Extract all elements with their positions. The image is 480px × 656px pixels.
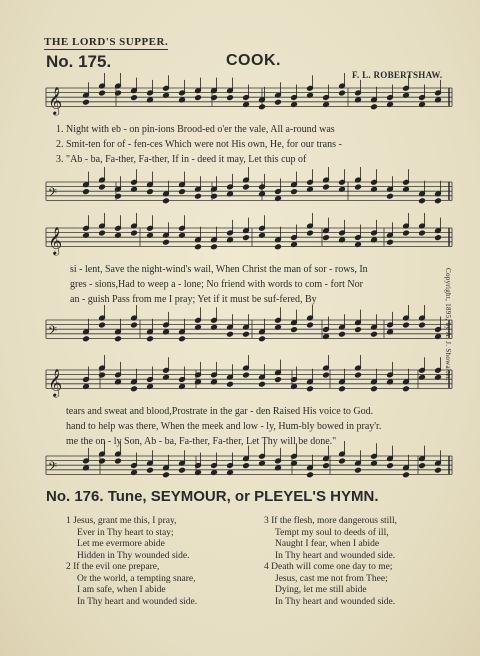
notehead: [403, 230, 410, 236]
verse-line: Or the world, a tempting snare,: [77, 573, 196, 584]
treble-clef-icon: 𝄞: [48, 226, 63, 255]
notehead: [435, 467, 442, 473]
hymn-number: No. 175.: [46, 52, 112, 71]
notehead: [131, 386, 138, 392]
hymn2-title: No. 176. Tune, SEYMOUR, or PLEYEL'S HYMN.: [46, 488, 379, 505]
lyric-line: 3. "Ab - ba, Fa-ther, Fa-ther, If in - deed it may, Let this cup of: [56, 154, 307, 165]
notehead: [227, 331, 234, 337]
notehead: [115, 458, 122, 464]
notehead: [243, 235, 250, 241]
treble-clef-icon: 𝄞: [48, 86, 63, 115]
notehead: [387, 239, 394, 245]
verse-line: In Thy heart and wounded side.: [275, 596, 396, 607]
notehead: [195, 193, 202, 199]
lyric-line: si - lent, Save the night-wind's wail, When Christ the man of sor - rows, In: [70, 264, 368, 275]
notehead: [307, 322, 314, 328]
notehead: [355, 327, 362, 333]
notehead: [371, 104, 378, 110]
notehead: [419, 198, 426, 204]
notehead: [211, 95, 218, 101]
notehead: [99, 458, 106, 464]
lyric-line: gres - sions,Had to weep a - lone; No friend with words to com - fort Nor: [70, 279, 363, 290]
notehead: [419, 322, 426, 328]
notehead: [179, 189, 186, 195]
notehead: [179, 336, 186, 342]
treble-clef-icon: 𝄞: [48, 368, 63, 397]
notehead: [403, 322, 410, 328]
notehead: [131, 322, 138, 328]
verse-line: Naught I fear, when I abide: [275, 539, 380, 550]
verse-line: Ever in Thy heart to stay;: [77, 527, 174, 538]
notehead: [419, 230, 426, 236]
bass-clef-icon: 𝄢: [48, 460, 58, 477]
notehead: [243, 184, 250, 190]
verse-line: 3 If the flesh, more dangerous still,: [264, 516, 397, 526]
notehead: [163, 239, 170, 245]
notehead: [227, 95, 234, 101]
lyric-line: hand to help was there, When the meek and low - ly, Hum-bly bowed in pray'r.: [66, 421, 382, 432]
notehead: [83, 336, 90, 342]
notehead: [243, 331, 250, 337]
notehead: [147, 189, 154, 195]
notehead: [99, 372, 106, 378]
notehead: [291, 327, 298, 333]
notehead: [403, 472, 410, 478]
verse-line: Tempt my soul to deeds of ill,: [275, 527, 389, 538]
notehead: [147, 467, 154, 473]
notehead: [355, 467, 362, 473]
notehead: [339, 90, 346, 96]
notehead: [323, 184, 330, 190]
verse-line: In Thy heart and wounded side.: [275, 550, 396, 561]
notehead: [323, 463, 330, 469]
verse-line: 4 Death will come one day to me;: [264, 562, 393, 572]
lyric-line: me the on - ly Son, Ab - ba, Fa-ther, Fa-ther, Let Thy will be done.": [66, 436, 337, 447]
bass-clef-icon: 𝄢: [48, 186, 58, 203]
notehead: [323, 235, 330, 241]
notehead: [275, 377, 282, 383]
lyric-line: tears and sweat and blood,Prostrate in the gar - den Raised His voice to God.: [66, 406, 374, 417]
notehead: [435, 198, 442, 204]
composer-credit: F. L. ROBERTSHAW.: [352, 70, 443, 80]
notehead: [323, 372, 330, 378]
notehead: [163, 198, 170, 204]
notehead: [387, 193, 394, 199]
notehead: [131, 95, 138, 101]
lyrics-system-1: [56, 122, 342, 167]
notehead: [147, 336, 154, 342]
notehead: [211, 244, 218, 250]
notehead: [419, 463, 426, 469]
notehead: [291, 189, 298, 195]
notehead: [259, 336, 266, 342]
notehead: [99, 322, 106, 328]
notehead: [99, 230, 106, 236]
lyrics-system-2: [70, 262, 368, 307]
notehead: [307, 386, 314, 392]
notehead: [339, 458, 346, 464]
notehead: [115, 90, 122, 96]
notehead: [99, 90, 106, 96]
verse-line: Let me evermore abide: [77, 539, 165, 550]
notehead: [115, 336, 122, 342]
notehead: [275, 99, 282, 105]
notehead: [355, 184, 362, 190]
notehead: [163, 472, 170, 478]
notehead: [83, 189, 90, 195]
notehead: [131, 230, 138, 236]
lyric-line: an - guish Pass from me I pray; Yet if it must be suf-fered, By: [70, 294, 317, 305]
notehead: [387, 463, 394, 469]
verse-line: Dying, let me still abide: [275, 585, 367, 596]
verse-line: 1 Jesus, grant me this, I pray,: [66, 516, 177, 526]
notehead: [307, 230, 314, 236]
running-head: THE LORD'S SUPPER.: [44, 36, 169, 48]
verse-4: [264, 562, 395, 608]
notehead: [371, 331, 378, 337]
verse-3: [264, 516, 397, 562]
notehead: [403, 386, 410, 392]
notehead: [243, 463, 250, 469]
notehead: [259, 104, 266, 110]
verse-2: [66, 562, 197, 608]
verse-line: 2 If the evil one prepare,: [66, 562, 160, 572]
notehead: [99, 184, 106, 190]
notehead: [339, 386, 346, 392]
notehead: [275, 244, 282, 250]
notehead: [83, 99, 90, 105]
notehead: [355, 372, 362, 378]
notehead: [435, 235, 442, 241]
copyright-notice: Copyright, 1895, by A. J. Showalter.: [444, 268, 452, 382]
verse-line: Hidden in Thy wounded side.: [77, 550, 190, 561]
notehead: [307, 472, 314, 478]
bass-clef-icon: 𝄢: [48, 324, 58, 341]
lyric-line: 1. Night with eb - on pin-ions Brood-ed o'er the vale, All a-round was: [56, 124, 335, 135]
notehead: [371, 386, 378, 392]
notehead: [195, 244, 202, 250]
notehead: [339, 331, 346, 337]
notehead: [259, 381, 266, 387]
notehead: [227, 381, 234, 387]
tune-name: COOK.: [226, 52, 281, 69]
lyric-line: 2. Smit-ten for of - fen-ces Which were not His own, He, for our trans -: [56, 139, 342, 150]
notehead: [115, 193, 122, 199]
verse-line: Jesus, cast me not from Thee;: [275, 573, 388, 584]
notehead: [195, 95, 202, 101]
notehead: [243, 372, 250, 378]
notehead: [179, 467, 186, 473]
notehead: [211, 193, 218, 199]
verse-line: I am safe, when I abide: [77, 585, 166, 596]
verse-line: In Thy heart and wounded side.: [77, 596, 198, 607]
lyrics-system-3: [66, 404, 381, 449]
verse-1: [66, 516, 190, 562]
